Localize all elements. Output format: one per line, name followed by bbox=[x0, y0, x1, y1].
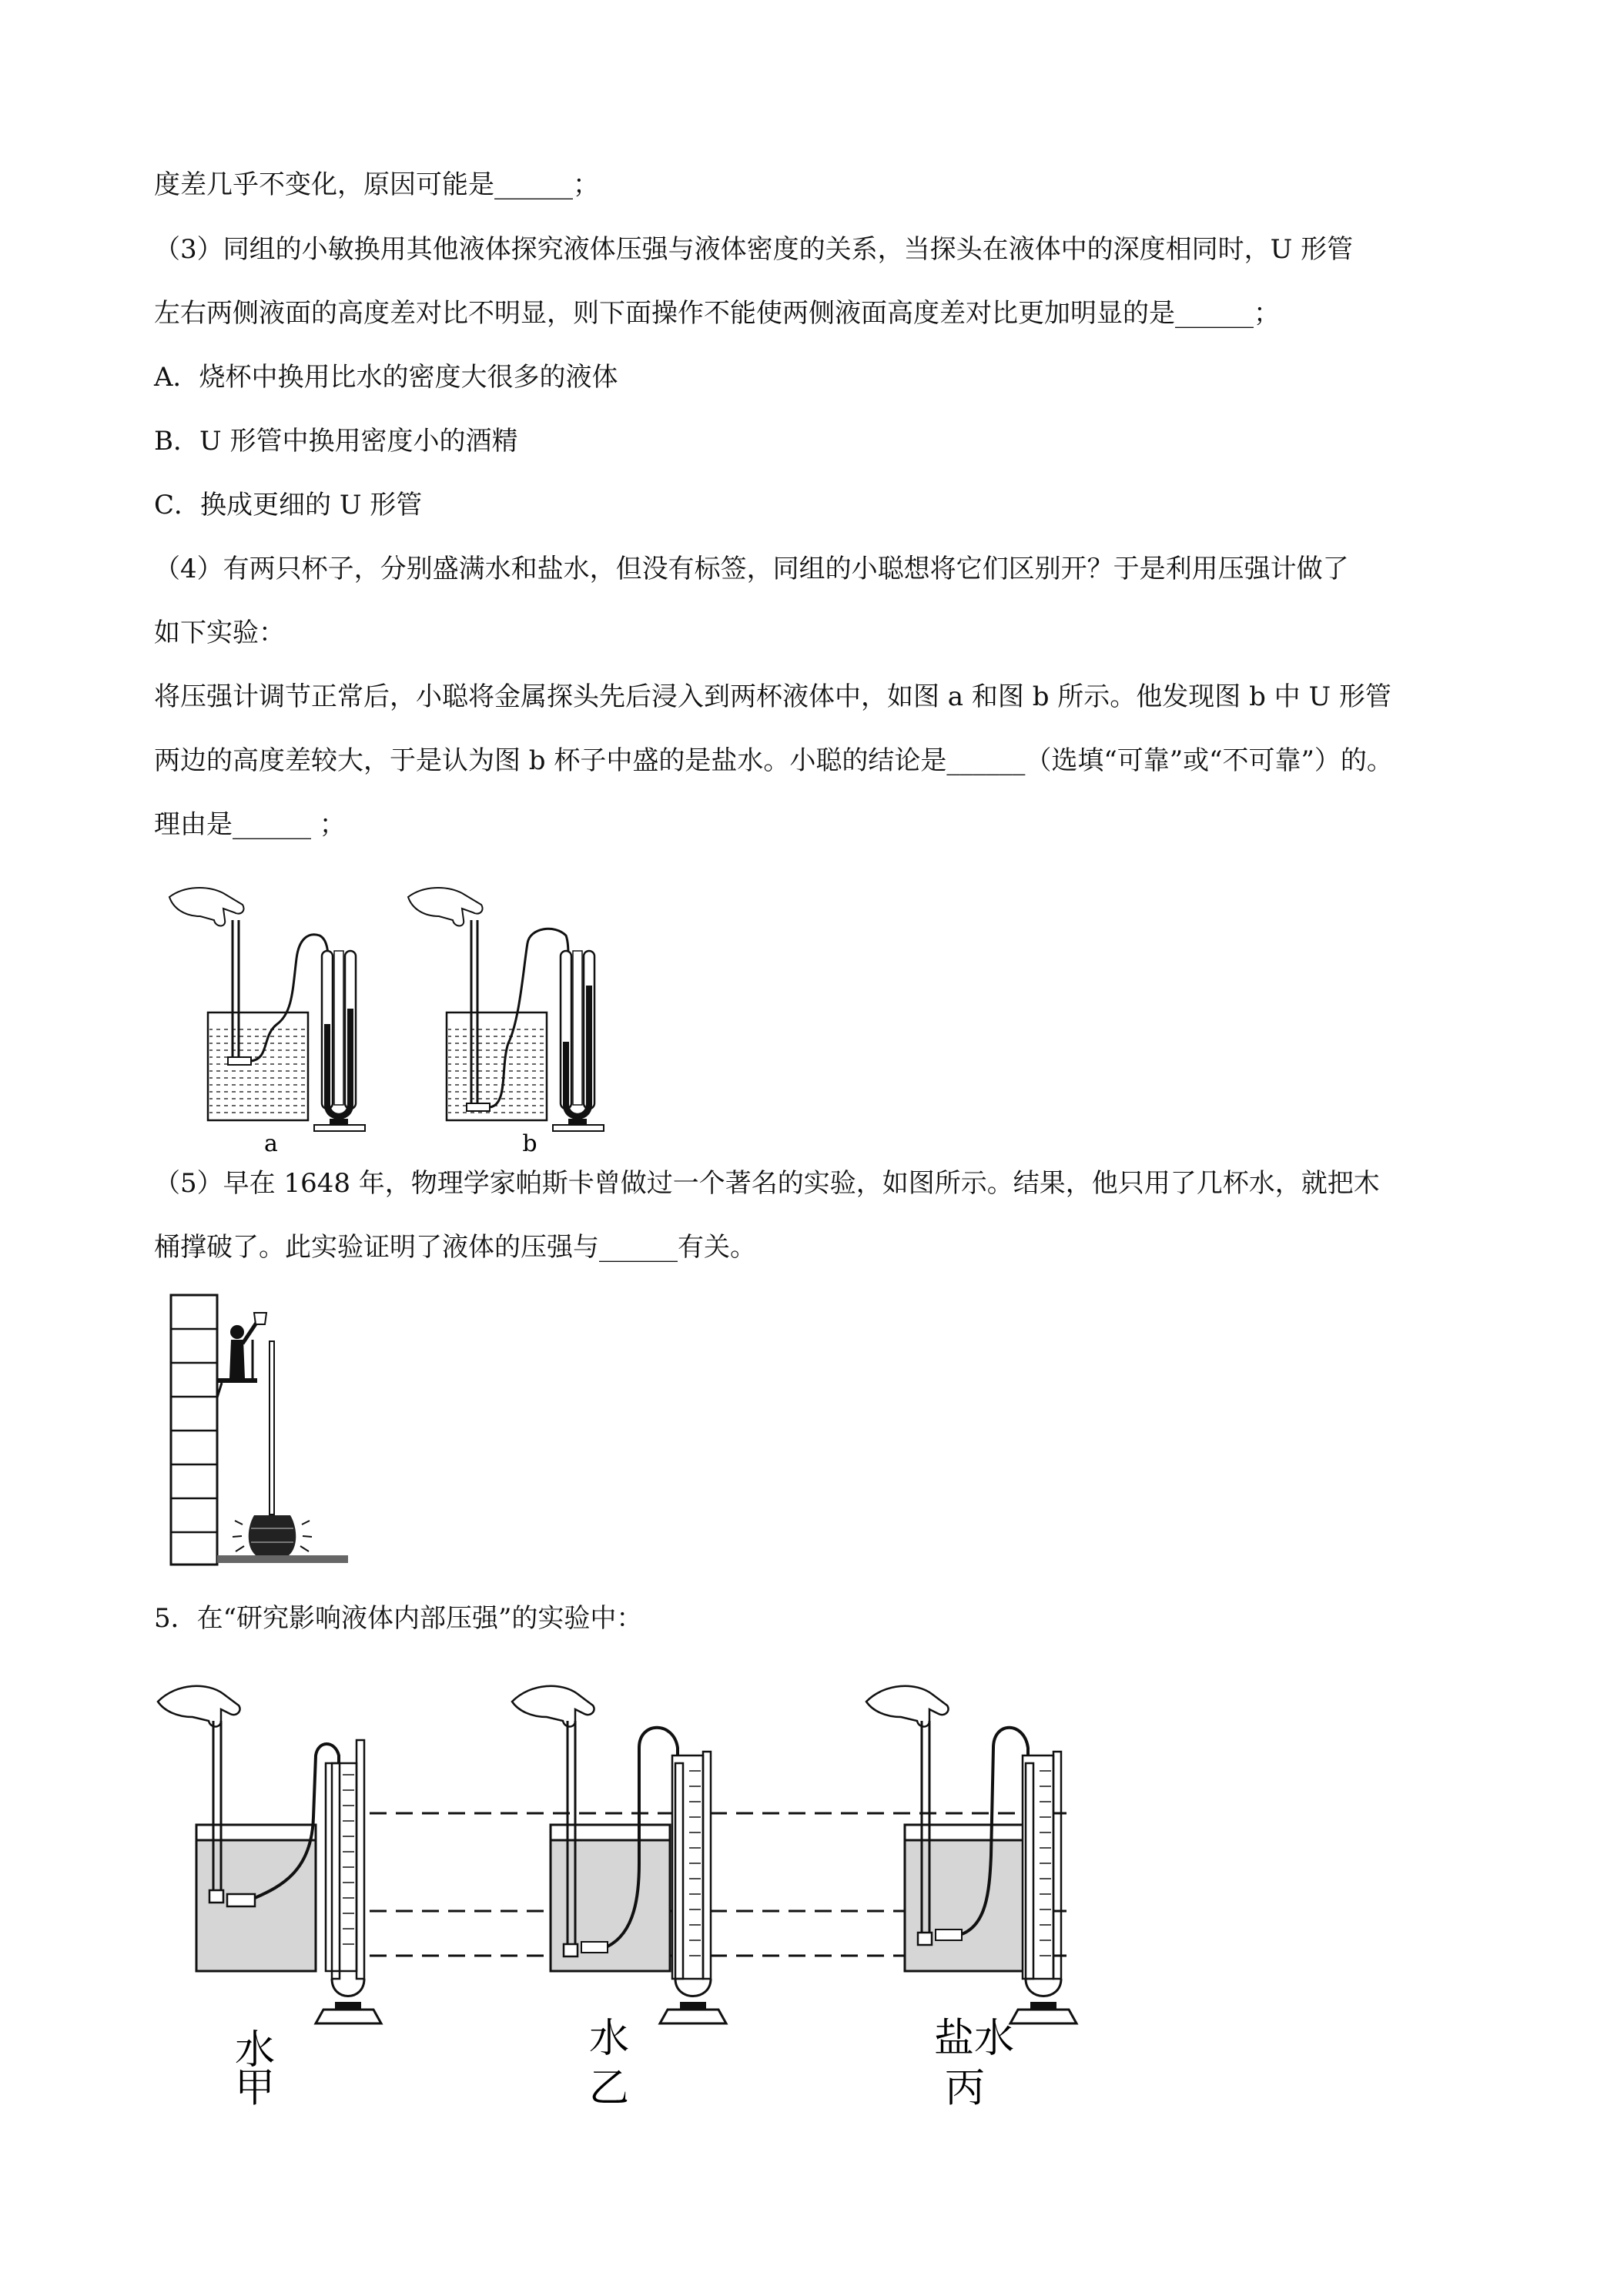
name-label-bing: 丙 bbox=[944, 2065, 986, 2112]
pascal-barrel-figure bbox=[169, 1294, 354, 1571]
question-4-line-3: 将压强计调节正常后，小聪将金属探头先后浸入到两杯液体中，如图 a 和图 b 所示。他发现图 b 中 U 形管 bbox=[154, 681, 1391, 712]
question-5-line-1: （5）早在 1648 年，物理学家帕斯卡曾做过一个著名的实验，如图所示。结果，他只用了几杯水，就把木 bbox=[154, 1168, 1380, 1199]
liquid-label-yi: 水 bbox=[588, 2016, 630, 2062]
apparatus-a bbox=[169, 888, 365, 1131]
apparatus-b bbox=[408, 888, 604, 1131]
liquid-pressure-experiment-figure bbox=[150, 1663, 1120, 2112]
question-5-line-2: 桶撑破了。此实验证明了液体的压强与______有关。 bbox=[154, 1232, 756, 1263]
apparatus-yi bbox=[512, 1686, 726, 2023]
question-3-line-2: 左右两侧液面的高度差对比不明显，则下面操作不能使两侧液面高度差对比更加明显的是______； bbox=[154, 298, 1280, 329]
option-c: C．换成更细的 U 形管 bbox=[154, 490, 423, 520]
apparatus-jia bbox=[158, 1686, 381, 2023]
label-a: a bbox=[264, 1130, 278, 1157]
option-a: A．烧杯中换用比水的密度大很多的液体 bbox=[154, 362, 618, 393]
text-line-1: 度差几乎不变化，原因可能是______； bbox=[154, 169, 599, 200]
apparatus-bing bbox=[866, 1686, 1077, 2023]
name-label-yi: 乙 bbox=[588, 2065, 630, 2112]
question-4-line-2: 如下实验： bbox=[154, 618, 285, 648]
label-b: b bbox=[522, 1130, 537, 1157]
question-3-line-1: （3）同组的小敏换用其他液体探究液体压强与液体密度的关系，当探头在液体中的深度相同时，U 形管 bbox=[154, 234, 1354, 265]
name-label-jia: 甲 bbox=[234, 2065, 276, 2112]
question-4-line-5: 理由是______ ； bbox=[154, 809, 346, 840]
liquid-label-jia: 水 bbox=[234, 2027, 276, 2073]
option-b: B．U 形管中换用密度小的酒精 bbox=[154, 426, 518, 457]
question-4-line-4: 两边的高度差较大，于是认为图 b 杯子中盛的是盐水。小聪的结论是______（选填“可靠”或“不可靠”）的。 bbox=[154, 745, 1393, 776]
pressure-gauge-figure-ab bbox=[154, 874, 647, 1157]
problem-5-title: 5．在“研究影响液体内部压强”的实验中： bbox=[154, 1603, 643, 1634]
question-4-line-1: （4）有两只杯子，分别盛满水和盐水，但没有标签，同组的小聪想将它们区别开？于是利用压强计做了 bbox=[154, 554, 1349, 584]
liquid-label-bing: 盐水 bbox=[933, 2016, 1015, 2062]
